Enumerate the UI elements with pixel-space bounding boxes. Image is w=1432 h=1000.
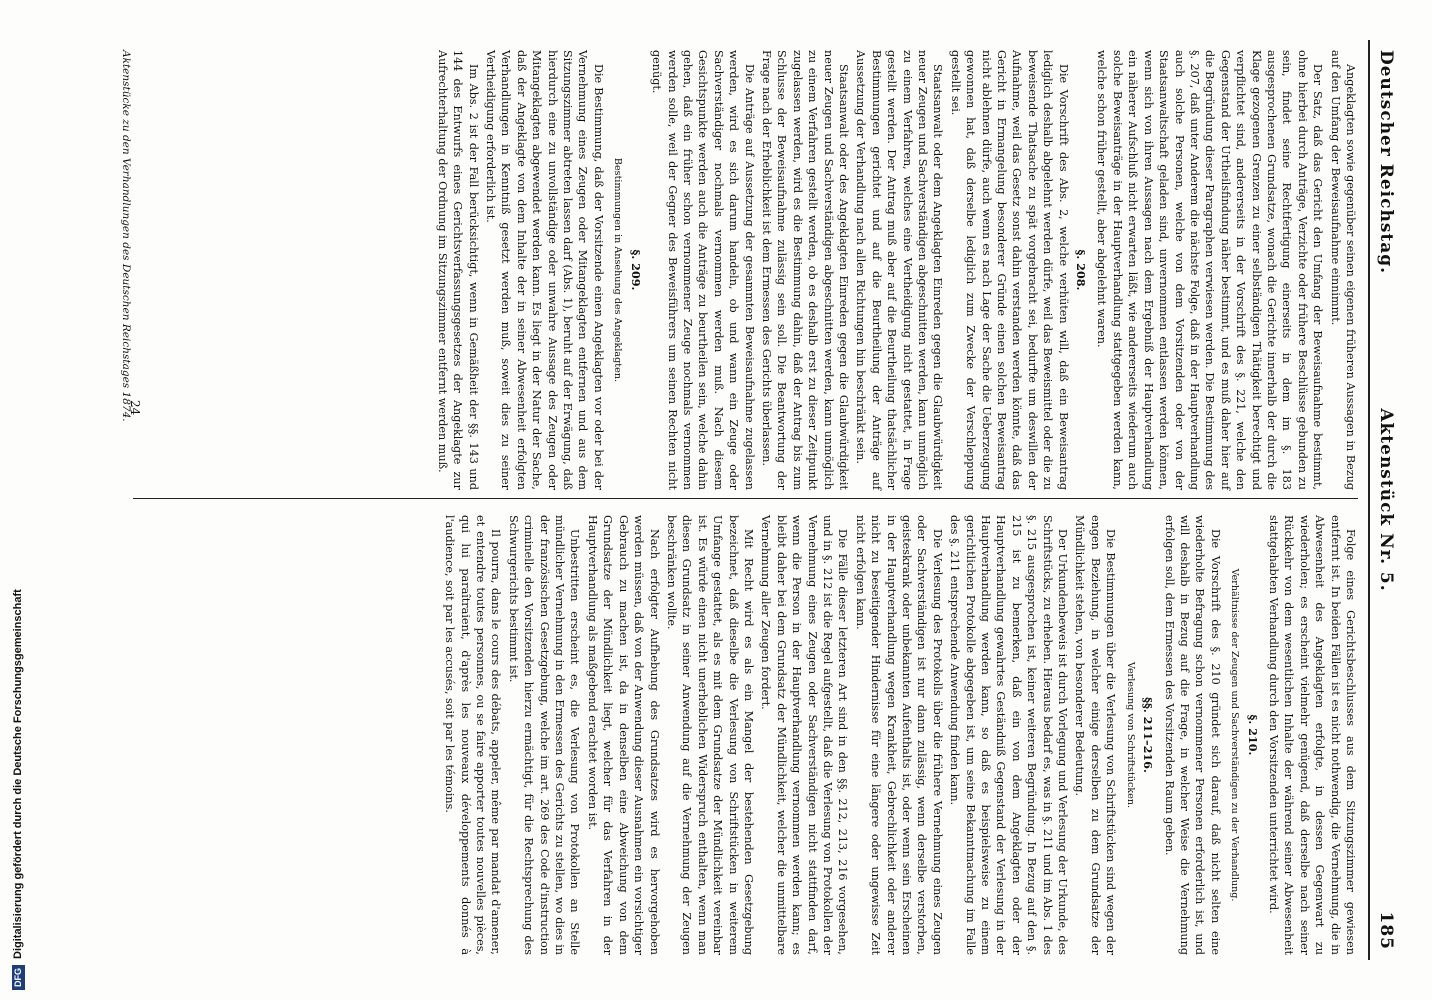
credit-text-row (6, 0, 30, 1000)
paragraph: Mit Recht wird es als ein Mangel der bestehenden Gesetzgebung bezeichnet, daß dieselbe die Verlesung von Schriftstücken in weiterem Umfange gestattet, als es mit dem Grundsatze der Mündlichkeit vereinbar ist. Es würde einen nicht unerheblichen Widerspruch enthalten, wenn man diesen Grundsatz in seiner Anwendung auf die Vernehmung der Zeugen beschränken wollte. (664, 515, 755, 955)
section-subheading: Verhältnisse der Zeugen und Sachverständigen zu der Verhandlung. (1229, 568, 1241, 902)
paragraph: Il pourra, dans le cours des débats, appeler, même par mandat d'amener, et entendre toutes personnes, ou se faire apporter toutes nouvelles pièces, qui lui paraîtraient, d'après les nouveaux développements donnés à l'audience, soit par les accusés, soit par les témoins. (443, 515, 503, 955)
section-subheading: Bestimmungen in Ansehung des Angeklagten. (612, 157, 624, 383)
scan-area (110, 20, 1410, 980)
digitization-credit: Digitalisierung gefördert durch die Deutsche Forschungsgemeinschaft (12, 589, 24, 959)
section-heading: §. 208. (1074, 249, 1089, 291)
column-divider (133, 498, 1358, 499)
header-center: Aktenstück Nr. 5. (1376, 408, 1396, 592)
paragraph: Der Urkundenbeweis ist durch Vorlegung und Verlesung der Urkunde, des Schriftstücks, zu erheben. Hieraus bedarf es, was in §. 211 und im Abs. 1 des §. 215 ausgesprochen ist, keiner weiteren Begründung. In Bezug auf den §. 215 ist zu bemerken, daß ein von dem Angeklagten oder der Hauptverhandlung gewahrtes Geständniß Gegenstand der Verlesung in der Hauptverhandlung werden kann, so daß es beispielsweise zu einem gerichtlichen Protokolle abgegeben ist, um seine Bekanntmachung im Falle des §. 211 entsprechende Anwendung finden kann. (948, 515, 1070, 955)
paragraph: Staatsanwalt oder dem Angeklagten Einreden gegen die Glaubwürdigkeit neuer Zeugen und Sachverständigen abgeschnitten werden, kann unmöglich zu einem Verfahren, welches eine Vertheidigung nicht gestattet, in Frage gestellt werden. Der Antrag muß aber auf die Beurtheilung thatsächlicher Bestimmungen gerichtet und auf die Beurtheilung der Anträge auf Aussetzung der Verhandlung nach allen Richtungen hin beschränkt sein. (854, 50, 945, 490)
paragraph: Die Fälle dieser letzteren Art sind in den §§. 212, 213, 216 vorgesehen, und in §. 212 ist die Regel aufgestellt, daß die Verlesung von Protokollen der Vernehmung eines Zeugen oder Sachverständigen nicht stattfinden darf, wenn die Person in der Hauptverhandlung vernommen werden kann; es bleibt daher bei dem Grundsatz der Mündlichkeit, welcher die unmittelbare Vernehmung aller Zeugen fordert. (759, 515, 850, 955)
paragraph: Die Bestimmungen über die Verlesung von Schriftstücken sind wegen der engen Beziehung, in welcher einige derselben zu dem Grundsatze der Mündlichkeit stehen, von besonderer Bedeutung. (1073, 515, 1118, 955)
header-left: Deutscher Reichstag. (1376, 50, 1396, 275)
paragraph: Die Vorschrift des §. 210 gründet sich darauf, daß nicht selten eine wiederholte Befragung schon vernommener Personen erforderlich ist, und will deshalb in Bezug auf die Frage, in welcher Weise die Vernehmung erfolgen soll, dem Ermessen des Vorsitzenden Raum geben. (1162, 515, 1222, 955)
credit-sidebar (2, 0, 26, 1000)
paragraph: Staatsanwalt oder des Angeklagten Einreden gegen die Glaubwürdigkeit neuer Zeugen und Sachverständigen abgeschnitten werden, kann unmöglich zu einem Verfahren gestellt werden, ob es deshalb erst zu dieser Zeitpunkt zugelassen werden, wird es die Bestimmung dahin, daß der Antrag bis zum Schlusse der Beweisaufnahme zulässig sein soll. Die Beantwortung der Frage nach der Erheblichkeit ist dem Ermessen des Gerichts überlassen. (759, 50, 850, 490)
section-heading: §§. 211–216. (1141, 697, 1156, 773)
paragraph: Die Bestimmung, daß der Vorsitzende einen Angeklagten vor oder bei der Vernehmung eines Zeugen oder Mitangeklagten entfernen und aus dem Sitzungszimmer abtreten lassen darf (Abs. 1), beruht auf der Erwägung, daß hierdurch eine zu unvollständige oder unwahre Aussage des Zeugen oder Mitangeklagten abgewendet werden kann. Es liegt in der Natur der Sache, daß der Angeklagte von dem Inhalte der in seiner Abwesenheit erfolgten Verhandlungen in Kenntniß gesetzt werden muß, soweit dies zu seiner Vertheidigung erforderlich ist. (484, 50, 605, 490)
paragraph: Unbestritten erscheint es, die Verlesung von Protokollen an Stelle mündlicher Vernehmung in den Ermessen des Gerichts zu stellen, wo dies in der französischen Gesetzgebung, welche im art. 269 des Code d'instruction criminelle den Vorsitzenden hierzu ermächtigt, für die Rechtsprechung des Schwurgerichts bestimmt ist. (506, 515, 582, 955)
right-column (440, 515, 1358, 955)
section-subheading: Verlesung von Schriftstücken. (1124, 661, 1136, 809)
paragraph: Im Abs. 2 ist der Fall berücksichtigt, wenn in Gemäßheit der §§. 143 und 144 des Entwurfs eines Gerichtsverfassungsgesetzes der Angeklagte zur Aufrechterhaltung der Ordnung im Sitzungszimmer entfernt werden muß. (435, 50, 480, 490)
rotated-page-content (110, 20, 1410, 980)
paragraph: Der Satz, daß das Gericht den Umfang der Beweisaufnahme bestimmt, ohne hierbei durch Anträge, Verzichte oder frühere Beschlüsse gebunden zu sein, findet seine Rechtfertigung einerseits in dem im §. 183 ausgesprochenen Grundsatze, wonach die Gerichte innerhalb der durch die Klage gezogenen Grenzen zu einer selbständigen Thätigkeit berechtigt und verpflichtet sind, andererseits in der Vorschrift des §. 221, welche den Gegenstand der Urtheilsfindung näher bestimmt, und es muß daher hier auf die Begründung dieser Paragraphen verwiesen werden. Die Bestimmung des §. 207, daß unter Anderem die nächste Folge, daß in der Hauptverhandlung auch solche Personen, welche von dem Vorsitzenden oder von der Staatsanwaltschaft geladen sind, unvernommen entlassen werden können, wenn sich von ihren Aussagen nach dem Ergebniß der Hauptverhandlung ein näherer Aufschluß nicht erwarten läßt, wie andererseits wiederum auch solche Beweisanträge in der Hauptverhandlung stattgegeben werden kann, welche schon früher gestellt, aber abgelehnt waren. (1095, 50, 1325, 490)
page-header (1368, 40, 1402, 960)
left-column (432, 50, 1358, 490)
paragraph: Die Verlesung des Protokolls über die frühere Vernehmung eines Zeugen oder Sachverständigen ist nur dann zulässig, wenn derselbe verstorben, geisteskrank oder unbekannten Aufenthalts ist, oder wenn sein Erscheinen in der Hauptverhandlung wegen Krankheit, Gebrechlichkeit oder anderer nicht zu beseitigender Hindernisse für eine längere oder ungewisse Zeit nicht erfolgen kann. (853, 515, 944, 955)
dfg-logo: DFG (12, 965, 25, 990)
paragraph: Nach erfolgter Aufhebung des Grundsatzes wird es hervorgehoben werden müssen, daß von der Anwendung dieser Ausnahmen ein vorsichtiger Gebrauch zu machen ist, da in denselben eine Abweichung von dem Grundsatze der Mündlichkeit liegt, welcher für das Verfahren in der Hauptverhandlung als maßgebend erachtet worden ist. (585, 515, 661, 955)
paragraph: Angeklagten sowie gegenüber seinen eigenen früheren Aussagen in Bezug auf den Umfang der Beweisaufnahme einnimmt. (1328, 50, 1357, 490)
footer-citation: Aktenstücke zu den Verhandlungen des Deutschen Reichstages 1874. (120, 50, 132, 422)
paragraph: Die Vorschrift des Abs. 2, welche verhüten will, daß ein Beweisantrag lediglich deshalb abgelehnt werden dürfe, weil das Beweismittel oder die zu beweisende Thatsache zu spät vorgebracht sei, bedurfte um deswillen der Aufnahme, weil das Gesetz sonst dahin verstanden werden könnte, daß das Gericht in Ermangelung besonderer Gründe einen solchen Beweisantrag nicht ablehnen dürfe, auch wenn es nach Lage der Sache die Ueberzeugung gewonnen hat, daß derselbe lediglich zum Zwecke der Verschleppung gestellt sei. (948, 50, 1070, 490)
section-heading: §. 210. (1245, 714, 1260, 756)
paragraph: Folge eines Gerichtsbeschlusses aus dem Sitzungszimmer gewiesen entfernt ist. In beiden Fällen ist es nicht nothwendig, die Vernehmung, die in Abwesenheit des Angeklagten erfolgte, in dessen Gegenwart zu wiederholen; es erscheint vielmehr genügend, daß derselbe nach seiner Rückkehr von dem wesentlichen Inhalte der während seiner Abwesenheit stattgehabten Verhandlung durch den Vorsitzenden unterrichtet wird. (1266, 515, 1357, 955)
header-rule (1368, 40, 1370, 960)
section-heading: §. 209. (628, 249, 643, 291)
footer-page-number: 24 (128, 400, 142, 416)
header-page-number: 185 (1376, 911, 1396, 950)
paragraph: Die Anträge auf Aussetzung der gesammten Beweisaufnahme zugelassen werden, wird es sich darum handeln, ob und wann ein Zeuge oder Sachverständiger nochmals vernommen werden muß. Nach diesem Gesichtspunkte werden auch die Anträge zu beurtheilen sein, welche dahin gehen, daß ein früher schon vernommener Zeuge nochmals vernommen werden solle, weil der Gegner des Beweisführers um seinen Rechten nicht genügt. (650, 50, 756, 490)
